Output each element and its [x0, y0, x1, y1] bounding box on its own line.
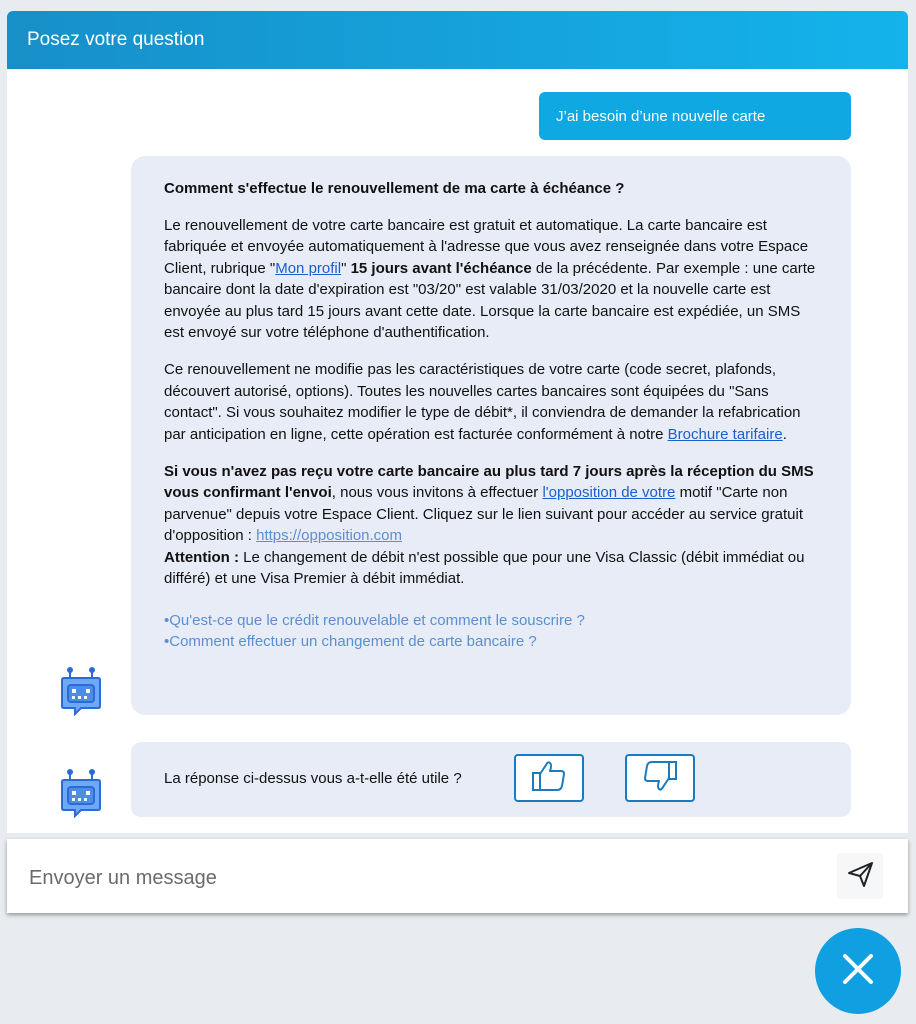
robot-icon	[59, 666, 103, 716]
chat-window	[7, 11, 908, 833]
suggestion-link[interactable]: •Qu'est-ce que le crédit renouvelable et comment le souscrire ?	[164, 611, 585, 629]
answer-bold-text: Si vous n'avez pas reçu votre carte bancaire au plus tard 7 jours après la réception du SMS vous confirmant l'envoi	[164, 462, 814, 501]
opposition-url-link[interactable]: https://opposition.com	[256, 527, 403, 544]
feedback-box	[131, 742, 851, 817]
thumbs-down-button[interactable]	[625, 754, 695, 802]
chat-header	[7, 11, 908, 69]
answer-text: , nous vous invitons à effectuer	[331, 484, 543, 501]
answer-paragraph-1	[164, 215, 821, 344]
user-message-bubble	[539, 92, 851, 140]
thumbs-up-button[interactable]	[514, 754, 584, 802]
message-input[interactable]	[27, 859, 811, 897]
answer-text: Le changement de débit n'est possible que pour une Visa Classic (débit immédiat ou différé) et une Visa Premier à débit immédiat.	[164, 548, 805, 587]
feedback-question: La réponse ci-dessus vous a-t-elle été utile ?	[164, 770, 462, 787]
answer-text: "	[341, 259, 351, 277]
answer-text: de la précédente. Par exemple : une carte bancaire dont la date d'expiration est "03/20" est valable 31/03/2020 et la nouvelle carte est envoyée au plus tard 15 jours avant cette date. Lorsque la carte bancaire est expédiée, un SMS est envoyé sur votre téléphone d'authentification.	[164, 259, 816, 341]
user-message-text: J’ai besoin d’une nouvelle carte	[556, 107, 766, 125]
send-button[interactable]	[837, 853, 883, 899]
send-icon	[845, 859, 875, 894]
thumbs-down-icon	[642, 759, 678, 798]
answer-text: Ce renouvellement ne modifie pas les caractéristiques de votre carte (code secret, plafonds, découvert autorisé, options). Toutes les nouvelles cartes bancaires sont équipées du "Sans contact". Si vous souhaitez modifier le type de débit*, il conviendra de demander la refabrication par anticipation en ligne, cette opération est facturée conformément à notre	[164, 361, 801, 443]
close-icon	[841, 952, 875, 991]
bot-message-bubble	[131, 156, 851, 715]
chat-title: Posez votre question	[27, 29, 205, 50]
answer-paragraph-2	[164, 359, 821, 445]
robot-icon	[59, 768, 103, 818]
answer-text: Le renouvellement de votre carte bancaire est gratuit et automatique. La carte bancaire est fabriquée et envoyée automatiquement à l'adresse que vous avez renseignée dans votre Espace Client, rubrique "	[164, 216, 809, 277]
mon-profil-link[interactable]: Mon profil	[275, 259, 342, 277]
thumbs-up-icon	[531, 759, 567, 798]
answer-paragraph-3	[164, 461, 821, 590]
suggestion-link[interactable]: •Comment effectuer un changement de carte bancaire ?	[164, 633, 537, 650]
answer-text: motif "Carte non parvenue" depuis votre Espace Client. Cliquez sur le lien suivant pour accéder au service gratuit d'opposition :	[164, 484, 804, 544]
brochure-tarifaire-link[interactable]: Brochure tarifaire	[667, 425, 783, 443]
attention-label: Attention :	[164, 548, 239, 566]
opposition-link[interactable]: l'opposition de votre	[542, 484, 676, 501]
answer-question-title: Comment s'effectue le renouvellement de ma carte à échéance ?	[164, 180, 625, 197]
close-chat-button[interactable]	[815, 928, 901, 1014]
answer-text: .	[782, 425, 787, 443]
message-composer	[7, 839, 908, 913]
answer-bold-text: 15 jours avant l'échéance	[350, 259, 532, 277]
